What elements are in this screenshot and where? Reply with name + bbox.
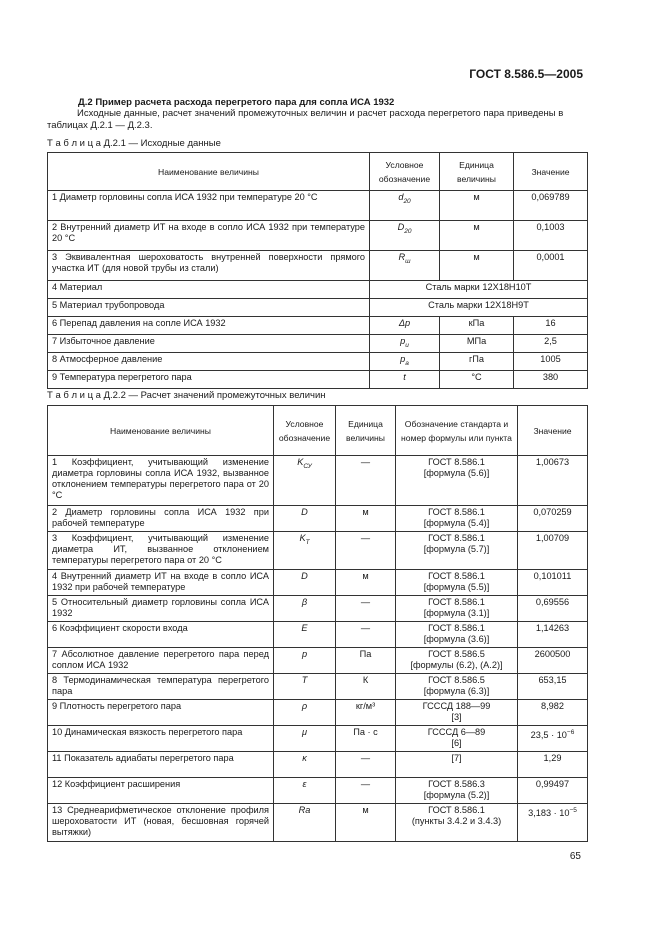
symbol-cell <box>274 506 336 532</box>
symbol-cell <box>274 674 336 700</box>
formula-reference: [формула (5.5)] <box>423 582 490 592</box>
column-header: Значение <box>518 406 588 456</box>
symbol: κ <box>302 753 307 763</box>
quantity-name: 6 Коэффициент скорости входа <box>48 622 274 648</box>
symbol: E <box>301 623 308 633</box>
quantity-name: 4 Внутренний диаметр ИТ на входе в сопло ИСА 1932 при рабочей температуре <box>48 570 274 596</box>
quantity-name: 1 Коэффициент, учитывающий изменение диаметра горловины сопла ИСА 1932, вызванное отклонением температуры перегретого пара от 20 °С <box>48 456 274 506</box>
formula-reference: [3] <box>451 712 462 722</box>
page-number: 65 <box>569 851 581 862</box>
value: 1005 <box>514 353 588 371</box>
quantity-name: 5 Относительный диаметр горловины сопла ИСА 1932 <box>48 596 274 622</box>
standard-reference <box>396 752 518 778</box>
value-cell <box>518 596 588 622</box>
symbol: t <box>403 372 406 382</box>
table-row <box>48 648 588 674</box>
symbol-cell <box>274 648 336 674</box>
symbol-subscript: СУ <box>303 462 312 470</box>
column-header: Наименование величины <box>48 153 370 191</box>
standard-reference <box>396 726 518 752</box>
quantity-name: 9 Плотность перегретого пара <box>48 700 274 726</box>
standard-reference <box>396 532 518 570</box>
standard-reference <box>396 456 518 506</box>
table-row <box>48 596 588 622</box>
symbol-cell <box>370 335 440 353</box>
formula-reference: [формула (5.2)] <box>423 790 490 800</box>
unit: Па <box>336 648 396 674</box>
standard-name: ГОСТ 8.586.3 <box>428 779 485 789</box>
unit: — <box>336 622 396 648</box>
value: 0,1003 <box>514 221 588 251</box>
quantity-name: 2 Диаметр горловины сопла ИСА 1932 при рабочей температуре <box>48 506 274 532</box>
table-row <box>48 251 588 281</box>
symbol-cell <box>274 532 336 570</box>
unit: — <box>336 456 396 506</box>
value: 1,00673 <box>535 457 570 467</box>
unit: °С <box>440 371 514 389</box>
quantity-name: 9 Температура перегретого пара <box>48 371 370 389</box>
unit: — <box>336 752 396 778</box>
value: 0,101011 <box>533 571 572 581</box>
symbol-cell <box>274 596 336 622</box>
symbol-cell <box>274 804 336 842</box>
column-header: Условное обозначение <box>274 406 336 456</box>
standard-name: ГОСТ 8.586.1 <box>428 623 485 633</box>
quantity-name: 7 Абсолютное давление перегретого пара перед соплом ИСА 1932 <box>48 648 274 674</box>
unit: м <box>336 804 396 842</box>
standard-reference <box>396 674 518 700</box>
symbol: R <box>398 252 406 262</box>
quantity-name: 8 Атмосферное давление <box>48 353 370 371</box>
symbol-subscript: ш <box>405 257 411 265</box>
table-row <box>48 353 588 371</box>
column-header: Единица величины <box>336 406 396 456</box>
standard-reference <box>396 804 518 842</box>
standard-name: ГОСТ 8.586.1 <box>428 507 485 517</box>
table1-caption: Т а б л и ц а Д.2.1 — Исходные данные <box>47 138 221 149</box>
material-value: Сталь марки 12Х18Н10Т <box>370 281 588 299</box>
symbol-subscript: и <box>405 341 409 349</box>
column-header: Наименование величины <box>48 406 274 456</box>
value: 23,5 · 10 <box>530 730 567 741</box>
symbol: p <box>400 354 406 364</box>
standard-reference <box>396 648 518 674</box>
standard-reference <box>396 778 518 804</box>
standard-name: ГОСТ 8.586.1 <box>428 597 485 607</box>
table-row <box>48 335 588 353</box>
symbol: p <box>301 649 308 659</box>
value-cell <box>518 726 588 752</box>
value: 0,069789 <box>514 191 588 221</box>
symbol: d <box>398 192 404 202</box>
value: 1,29 <box>543 753 562 763</box>
formula-reference: [формула (3.6)] <box>423 634 490 644</box>
symbol: D <box>301 507 308 517</box>
value: 0,070259 <box>533 507 572 517</box>
table-row <box>48 726 588 752</box>
symbol: Ra <box>298 805 311 815</box>
standard-name: ГОСТ 8.586.1 <box>428 533 485 543</box>
value-cell <box>518 674 588 700</box>
symbol-cell <box>370 317 440 335</box>
symbol-cell <box>274 700 336 726</box>
quantity-name: 2 Внутренний диаметр ИТ на входе в сопло ИСА 1932 при температуре 20 °С <box>48 221 370 251</box>
standard-reference <box>396 570 518 596</box>
quantity-name: 1 Диаметр горловины сопла ИСА 1932 при температуре 20 °С <box>48 191 370 221</box>
symbol-cell <box>370 371 440 389</box>
value: 653,15 <box>538 675 567 685</box>
table2-caption: Т а б л и ц а Д.2.2 — Расчет значений промежуточных величин <box>47 390 326 401</box>
value-cell <box>518 570 588 596</box>
quantity-name: 13 Среднеарифметическое отклонение профиля шероховатости ИТ (новая, бесшовная горячей вытяжки) <box>48 804 274 842</box>
table-row <box>48 506 588 532</box>
value: 2600500 <box>534 649 571 659</box>
quantity-name: 6 Перепад давления на сопле ИСА 1932 <box>48 317 370 335</box>
intro-paragraph: Исходные данные, расчет значений промежуточных величин и расчет расхода перегретого пара приведены в таблицах Д.2.1 — Д.2.3. <box>47 108 564 131</box>
table-row <box>48 456 588 506</box>
table-row <box>48 674 588 700</box>
symbol-cell <box>274 752 336 778</box>
value-cell <box>518 456 588 506</box>
formula-reference: (пункты 3.4.2 и 3.4.3) <box>411 816 502 826</box>
symbol: T <box>301 675 308 685</box>
unit: МПа <box>440 335 514 353</box>
symbol: β <box>301 597 308 607</box>
standard-reference <box>396 622 518 648</box>
unit: гПа <box>440 353 514 371</box>
symbol: D <box>397 222 405 232</box>
symbol: μ <box>301 727 308 737</box>
value-cell <box>518 648 588 674</box>
value: 0,0001 <box>514 251 588 281</box>
unit: м <box>440 251 514 281</box>
standard-name: ГОСТ 8.586.1 <box>428 805 485 815</box>
symbol: D <box>301 571 308 581</box>
symbol-cell <box>274 456 336 506</box>
symbol: p <box>400 336 406 346</box>
unit: м <box>440 191 514 221</box>
symbol: Δp <box>398 318 411 328</box>
symbol-cell <box>370 251 440 281</box>
table-row <box>48 317 588 335</box>
value: 1,14263 <box>535 623 570 633</box>
quantity-name: 5 Материал трубопровода <box>48 299 370 317</box>
formula-reference: [6] <box>451 738 462 748</box>
unit: м <box>336 506 396 532</box>
value: 2,5 <box>514 335 588 353</box>
symbol: K <box>297 457 304 467</box>
column-header: Обозначение стандарта и номер формулы или пункта <box>396 406 518 456</box>
column-header: Единица величины <box>440 153 514 191</box>
unit: Па · с <box>336 726 396 752</box>
table-row <box>48 299 588 317</box>
value-cell <box>518 622 588 648</box>
initial-data-table <box>47 152 588 389</box>
formula-reference: [формула (3.1)] <box>423 608 490 618</box>
value: 8,982 <box>541 701 564 711</box>
formula-reference: [формулы (6.2), (А.2)] <box>410 660 503 670</box>
value: 0,69556 <box>535 597 570 607</box>
table-row <box>48 700 588 726</box>
table-row <box>48 752 588 778</box>
symbol-subscript: 20 <box>404 227 412 235</box>
table-row <box>48 191 588 221</box>
column-header: Значение <box>514 153 588 191</box>
symbol: K <box>299 533 306 543</box>
symbol-cell <box>274 622 336 648</box>
section-heading: Д.2 Пример расчета расхода перегретого пара для сопла ИСА 1932 <box>78 97 395 108</box>
symbol-cell <box>274 778 336 804</box>
symbol-subscript: 20 <box>403 197 411 205</box>
quantity-name: 3 Эквивалентная шероховатость внутренней поверхности прямого участка ИТ (для новой трубы из стали) <box>48 251 370 281</box>
unit: К <box>336 674 396 700</box>
formula-reference: [формула (5.6)] <box>423 468 490 478</box>
unit: кПа <box>440 317 514 335</box>
intermediate-values-table <box>47 405 588 842</box>
material-value: Сталь марки 12Х18Н9Т <box>370 299 588 317</box>
value: 3,183 · 10 <box>528 808 570 819</box>
table-row <box>48 221 588 251</box>
symbol-cell <box>274 726 336 752</box>
quantity-name: 10 Динамическая вязкость перегретого пара <box>48 726 274 752</box>
document-header: ГОСТ 8.586.5—2005 <box>469 67 583 81</box>
value-cell <box>518 532 588 570</box>
unit: м <box>336 570 396 596</box>
formula-reference: [формула (6.3)] <box>423 686 490 696</box>
table-row <box>48 804 588 842</box>
value-cell <box>518 778 588 804</box>
quantity-name: 12 Коэффициент расширения <box>48 778 274 804</box>
standard-name: ГОСТ 8.586.5 <box>428 649 485 659</box>
unit: м <box>440 221 514 251</box>
unit: — <box>336 778 396 804</box>
value-exponent: −5 <box>569 807 577 814</box>
symbol: ε <box>302 779 307 789</box>
standard-reference <box>396 700 518 726</box>
unit: кг/м³ <box>336 700 396 726</box>
table-row <box>48 622 588 648</box>
table-row <box>48 570 588 596</box>
table-row <box>48 281 588 299</box>
standard-name: ГОСТ 8.586.1 <box>428 571 485 581</box>
value: 0,99497 <box>535 779 570 789</box>
standard-name: ГСССД 188—99 <box>422 701 491 711</box>
standard-name: ГОСТ 8.586.5 <box>428 675 485 685</box>
table-row <box>48 371 588 389</box>
symbol-cell <box>370 353 440 371</box>
unit: — <box>336 532 396 570</box>
quantity-name: 8 Термодинамическая температура перегретого пара <box>48 674 274 700</box>
value-cell <box>518 700 588 726</box>
standard-reference <box>396 506 518 532</box>
standard-reference <box>396 596 518 622</box>
value: 380 <box>514 371 588 389</box>
standard-name: ГСССД 6—89 <box>427 727 486 737</box>
quantity-name: 7 Избыточное давление <box>48 335 370 353</box>
value-cell <box>518 804 588 842</box>
symbol-subscript: Т <box>305 538 310 546</box>
value-cell <box>518 752 588 778</box>
standard-name: [7] <box>451 753 462 763</box>
column-header: Условное обозначение <box>370 153 440 191</box>
value: 1,00709 <box>535 533 570 543</box>
quantity-name: 3 Коэффициент, учитывающий изменение диаметра ИТ, вызванное отклонением температуры перегретого пара от 20 °С <box>48 532 274 570</box>
symbol-cell <box>274 570 336 596</box>
symbol: ρ <box>301 701 308 711</box>
standard-name: ГОСТ 8.586.1 <box>428 457 485 467</box>
quantity-name: 4 Материал <box>48 281 370 299</box>
unit: — <box>336 596 396 622</box>
symbol-cell <box>370 191 440 221</box>
table-row <box>48 778 588 804</box>
value-exponent: −6 <box>566 729 575 736</box>
value-cell <box>518 506 588 532</box>
table-row <box>48 532 588 570</box>
symbol-cell <box>370 221 440 251</box>
quantity-name: 11 Показатель адиабаты перегретого пара <box>48 752 274 778</box>
symbol-subscript: а <box>405 359 409 367</box>
formula-reference: [формула (5.4)] <box>423 518 490 528</box>
formula-reference: [формула (5.7)] <box>423 544 490 554</box>
value: 16 <box>514 317 588 335</box>
